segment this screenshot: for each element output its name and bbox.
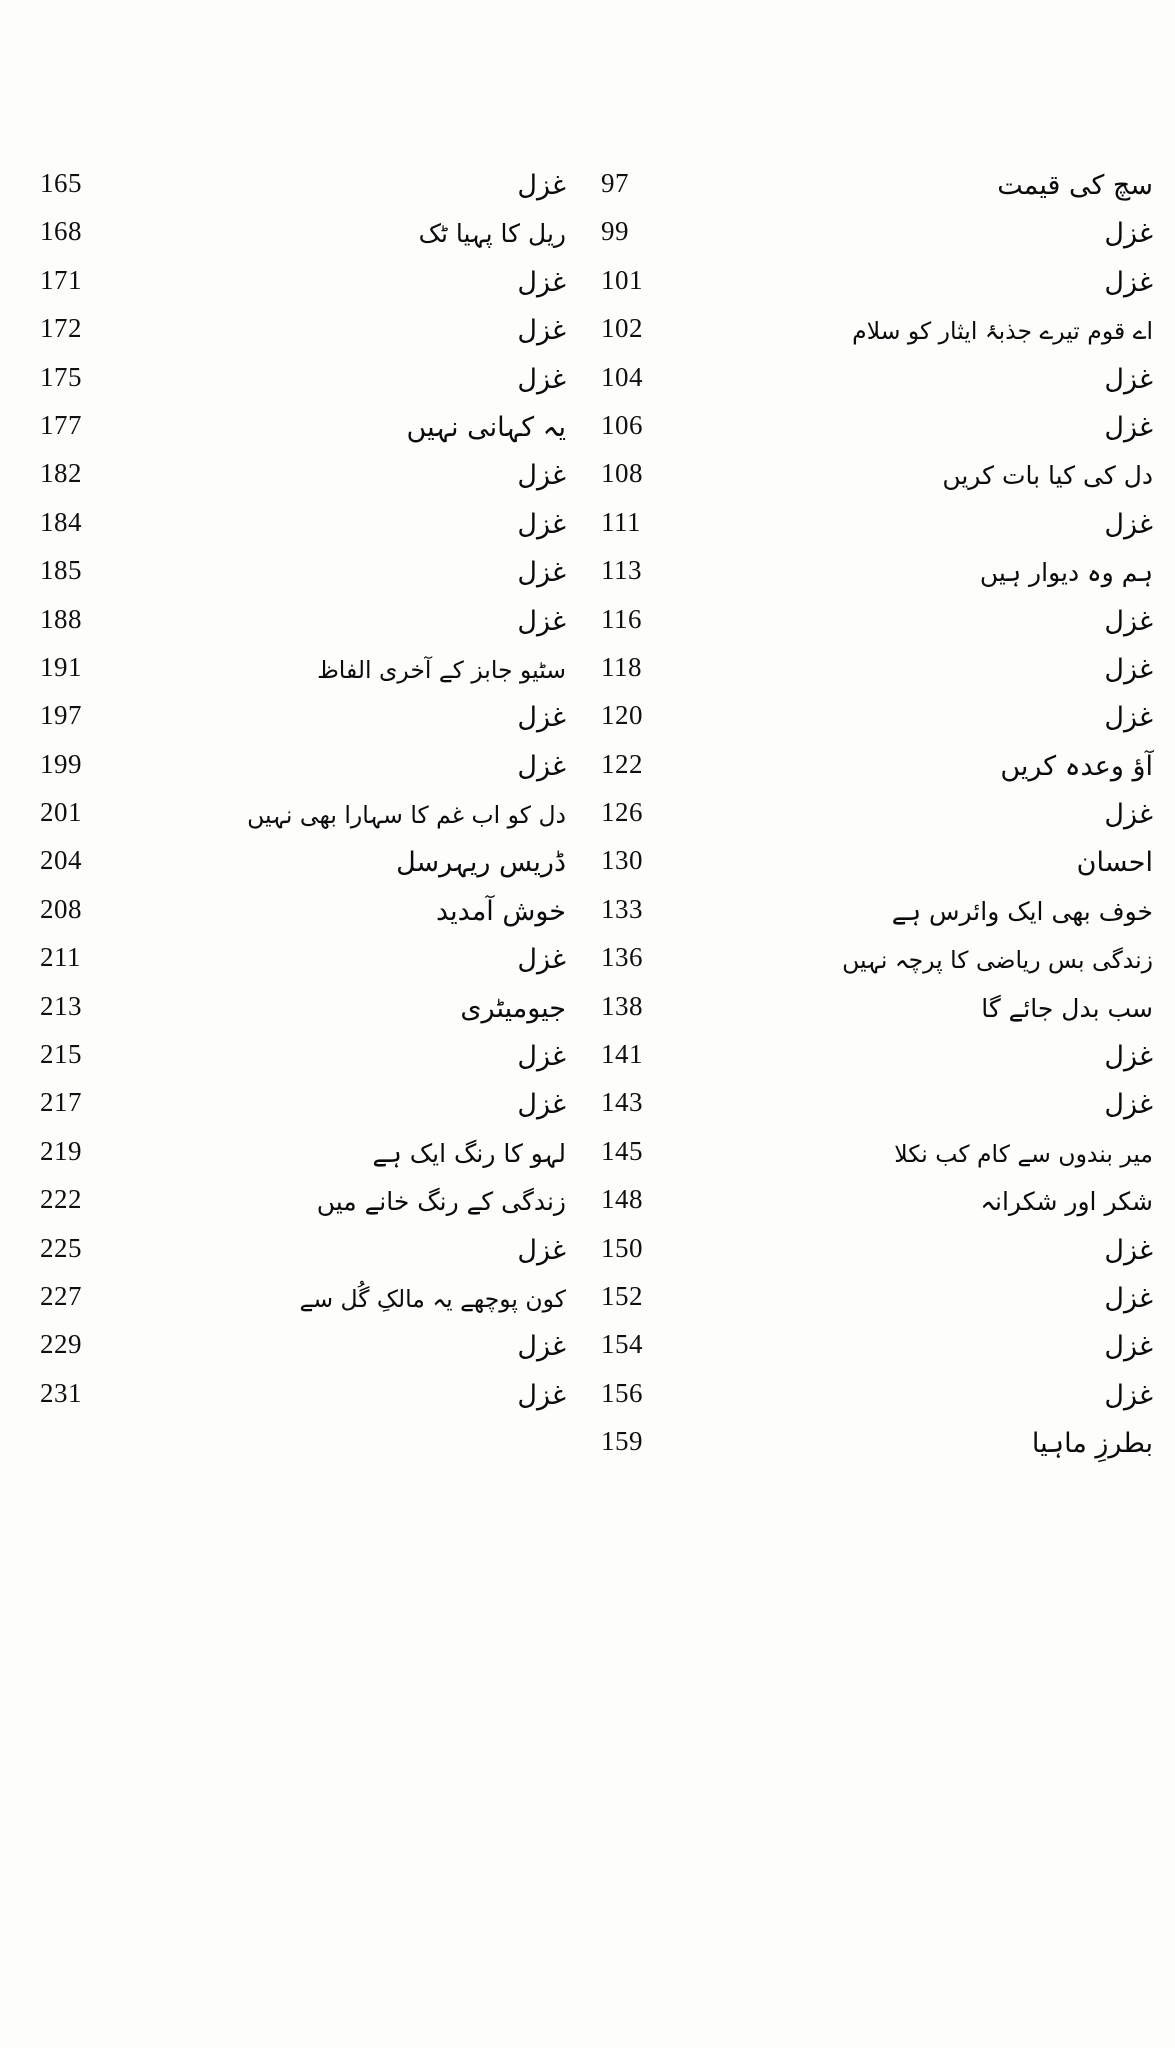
toc-page-number: 225 bbox=[40, 1232, 82, 1263]
toc-entry-title: لہو کا رنگ ایک ہے bbox=[372, 1138, 566, 1168]
toc-entry[interactable] bbox=[40, 168, 570, 216]
toc-entry-title: غزل bbox=[517, 1089, 566, 1121]
toc-entry[interactable] bbox=[601, 265, 1157, 313]
toc-entry[interactable] bbox=[40, 1233, 570, 1281]
toc-entry-title: یہ کہانی نہیں bbox=[406, 411, 566, 443]
toc-entry[interactable] bbox=[40, 942, 570, 990]
toc-page-number: 143 bbox=[601, 1087, 643, 1118]
toc-entry-title: غزل bbox=[517, 266, 566, 298]
toc-entry[interactable] bbox=[40, 845, 570, 893]
toc-entry[interactable] bbox=[601, 1281, 1157, 1329]
toc-entry[interactable] bbox=[601, 845, 1157, 893]
toc-page-number: 217 bbox=[40, 1087, 82, 1118]
toc-page-number: 156 bbox=[601, 1377, 643, 1408]
toc-page-number: 104 bbox=[601, 361, 643, 392]
toc-page-number: 116 bbox=[601, 603, 642, 634]
toc-page-number: 213 bbox=[40, 990, 82, 1021]
toc-entry[interactable] bbox=[601, 1184, 1157, 1232]
toc-page-number: 184 bbox=[40, 506, 82, 537]
toc-entry[interactable] bbox=[40, 555, 570, 603]
toc-entry[interactable] bbox=[601, 652, 1157, 700]
toc-page-number: 145 bbox=[601, 1135, 643, 1166]
toc-page-number: 208 bbox=[40, 893, 82, 924]
toc-page-number: 177 bbox=[40, 409, 82, 440]
toc-entry[interactable] bbox=[601, 507, 1157, 555]
toc-entry-title: ہم وہ دیوار ہیں bbox=[979, 558, 1153, 588]
toc-entry[interactable] bbox=[601, 1087, 1157, 1135]
toc-entry-title: غزل bbox=[517, 363, 566, 395]
toc-page-number: 106 bbox=[601, 409, 643, 440]
toc-page-number: 113 bbox=[601, 555, 642, 586]
toc-entry[interactable] bbox=[40, 604, 570, 652]
toc-entry[interactable] bbox=[40, 749, 570, 797]
toc-column-first bbox=[595, 168, 1175, 1475]
toc-page-number: 191 bbox=[40, 651, 82, 682]
toc-entry[interactable] bbox=[40, 410, 570, 458]
toc-entry[interactable] bbox=[40, 652, 570, 700]
toc-entry-title: دل کو اب غم کا سہارا بھی نہیں bbox=[247, 801, 566, 830]
toc-page-number: 165 bbox=[40, 168, 82, 198]
toc-entry[interactable] bbox=[601, 749, 1157, 797]
toc-entry-title: غزل bbox=[517, 170, 566, 201]
toc-page-number: 168 bbox=[40, 216, 82, 247]
toc-entry-title: اے قوم تیرے جذبۂ ایثار کو سلام bbox=[852, 317, 1153, 346]
toc-page-number: 229 bbox=[40, 1329, 82, 1360]
toc-entry-title: غزل bbox=[1104, 799, 1153, 831]
toc-entry[interactable] bbox=[40, 1087, 570, 1135]
toc-entry[interactable] bbox=[601, 894, 1157, 942]
toc-page-number: 201 bbox=[40, 797, 82, 828]
toc-entry[interactable] bbox=[40, 894, 570, 942]
toc-entry[interactable] bbox=[40, 797, 570, 845]
toc-entry[interactable] bbox=[601, 604, 1157, 652]
toc-entry-title: غزل bbox=[517, 315, 566, 347]
toc-page-number: 101 bbox=[601, 264, 643, 295]
toc-entry-title: زندگی بس ریاضی کا پرچہ نہیں bbox=[842, 946, 1153, 975]
toc-entry[interactable] bbox=[40, 991, 570, 1039]
toc-entry-title: غزل bbox=[1104, 702, 1153, 734]
toc-page-number: 222 bbox=[40, 1184, 82, 1215]
toc-entry-title: خوش آمدید bbox=[435, 895, 566, 927]
toc-entry[interactable] bbox=[601, 1233, 1157, 1281]
toc-entry[interactable] bbox=[601, 942, 1157, 990]
toc-entry[interactable] bbox=[40, 1136, 570, 1184]
toc-entry-title: غزل bbox=[517, 750, 566, 782]
toc-entry-title: سچ کی قیمت bbox=[997, 170, 1153, 201]
toc-page-number: 99 bbox=[601, 216, 629, 247]
toc-entry-title: غزل bbox=[1104, 1089, 1153, 1121]
toc-entry-title: غزل bbox=[517, 702, 566, 734]
toc-page-number: 122 bbox=[601, 748, 643, 779]
toc-columns bbox=[0, 168, 1175, 1475]
toc-entry[interactable] bbox=[601, 700, 1157, 748]
toc-entry[interactable] bbox=[40, 1329, 570, 1377]
toc-page-number: 188 bbox=[40, 603, 82, 634]
toc-entry[interactable] bbox=[40, 313, 570, 361]
toc-entry[interactable] bbox=[601, 410, 1157, 458]
toc-entry-title: غزل bbox=[517, 605, 566, 637]
toc-entry-title: خوف بھی ایک وائرس ہے bbox=[891, 896, 1153, 926]
toc-entry-title: غزل bbox=[1104, 653, 1153, 685]
toc-page-number: 120 bbox=[601, 700, 643, 731]
toc-page-number: 219 bbox=[40, 1135, 82, 1166]
toc-column-continuation bbox=[0, 168, 580, 1426]
toc-entry-title: میر بندوں سے کام کب نکلا bbox=[894, 1139, 1153, 1168]
toc-entry-title: غزل bbox=[1104, 1379, 1153, 1411]
toc-page-number: 141 bbox=[601, 1039, 643, 1070]
toc-entry-title: غزل bbox=[1104, 1282, 1153, 1314]
toc-entry[interactable] bbox=[601, 797, 1157, 845]
toc-entry[interactable] bbox=[40, 700, 570, 748]
toc-entry-title: غزل bbox=[517, 1234, 566, 1266]
toc-entry-title: غزل bbox=[1104, 1331, 1153, 1363]
toc-entry-title: آؤ وعدہ کریں bbox=[1000, 750, 1153, 782]
toc-entry-title: ڈریس ریہرسل bbox=[396, 847, 566, 879]
toc-page-number: 215 bbox=[40, 1039, 82, 1070]
toc-page-number: 211 bbox=[40, 942, 81, 973]
toc-entry-title: غزل bbox=[517, 557, 566, 589]
toc-page-number: 97 bbox=[601, 168, 629, 198]
toc-entry[interactable] bbox=[601, 1329, 1157, 1377]
toc-entry-title: غزل bbox=[1104, 266, 1153, 298]
toc-page-number: 118 bbox=[601, 651, 642, 682]
toc-page-number: 182 bbox=[40, 458, 82, 489]
toc-entry-title: غزل bbox=[517, 508, 566, 540]
toc-entry-title: غزل bbox=[517, 1041, 566, 1073]
toc-page-number: 171 bbox=[40, 264, 82, 295]
toc-entry[interactable] bbox=[601, 1378, 1157, 1426]
toc-entry-title: جیومیٹری bbox=[460, 992, 566, 1024]
toc-entry[interactable] bbox=[601, 991, 1157, 1039]
toc-entry[interactable] bbox=[40, 362, 570, 410]
toc-entry-title: بطرزِ ماہیا bbox=[1031, 1428, 1153, 1460]
toc-page-number: 126 bbox=[601, 797, 643, 828]
toc-entry[interactable] bbox=[601, 216, 1157, 264]
toc-entry-title: ریل کا پہیا ٹک bbox=[418, 219, 566, 249]
toc-entry[interactable] bbox=[601, 458, 1157, 506]
toc-entry-title: زندگی کے رنگ خانے میں bbox=[316, 1187, 566, 1217]
toc-entry-title: غزل bbox=[1104, 363, 1153, 395]
toc-page-number: 197 bbox=[40, 700, 82, 731]
toc-entry[interactable] bbox=[601, 1426, 1157, 1474]
toc-page-number: 172 bbox=[40, 313, 82, 344]
toc-entry-title: غزل bbox=[1104, 411, 1153, 443]
toc-page-number: 185 bbox=[40, 555, 82, 586]
toc-entry[interactable] bbox=[40, 458, 570, 506]
toc-page-number: 231 bbox=[40, 1377, 82, 1408]
toc-page-number: 227 bbox=[40, 1280, 82, 1311]
toc-entry-title: غزل bbox=[517, 460, 566, 492]
toc-page-number: 108 bbox=[601, 458, 643, 489]
toc-page-number: 138 bbox=[601, 990, 643, 1021]
toc-entry[interactable] bbox=[40, 507, 570, 555]
toc-entry[interactable] bbox=[40, 1281, 570, 1329]
toc-page-number: 150 bbox=[601, 1232, 643, 1263]
toc-entry-title: غزل bbox=[1104, 508, 1153, 540]
toc-page-number: 136 bbox=[601, 942, 643, 973]
toc-entry-title: کون پوچھے یہ مالکِ گُل سے bbox=[299, 1284, 566, 1313]
toc-entry[interactable] bbox=[601, 362, 1157, 410]
toc-entry-title: غزل bbox=[1104, 218, 1153, 250]
toc-entry[interactable] bbox=[601, 313, 1157, 361]
toc-entry-title: سب بدل جائے گا bbox=[981, 993, 1153, 1023]
toc-page-number: 111 bbox=[601, 506, 641, 537]
toc-page-number: 154 bbox=[601, 1329, 643, 1360]
toc-page-number: 133 bbox=[601, 893, 643, 924]
toc-entry[interactable] bbox=[40, 216, 570, 264]
toc-page-number: 102 bbox=[601, 313, 643, 344]
toc-entry[interactable] bbox=[40, 1184, 570, 1232]
toc-page-number: 148 bbox=[601, 1184, 643, 1215]
toc-entry[interactable] bbox=[601, 168, 1157, 216]
toc-entry-title: غزل bbox=[517, 1379, 566, 1411]
toc-entry-title: غزل bbox=[1104, 1041, 1153, 1073]
toc-entry[interactable] bbox=[601, 1039, 1157, 1087]
toc-page-number: 175 bbox=[40, 361, 82, 392]
toc-page-number: 130 bbox=[601, 845, 643, 876]
toc-entry[interactable] bbox=[40, 1378, 570, 1426]
toc-page-number: 152 bbox=[601, 1280, 643, 1311]
toc-entry-title: غزل bbox=[1104, 605, 1153, 637]
toc-entry-title: غزل bbox=[1104, 1234, 1153, 1266]
toc-entry-title: احسان bbox=[1076, 847, 1153, 879]
toc-page-number: 199 bbox=[40, 748, 82, 779]
toc-entry[interactable] bbox=[601, 555, 1157, 603]
toc-entry-title: غزل bbox=[517, 944, 566, 976]
toc-page-number: 159 bbox=[601, 1426, 643, 1457]
toc-entry-title: شکر اور شکرانہ bbox=[980, 1187, 1153, 1217]
toc-entry[interactable] bbox=[40, 1039, 570, 1087]
toc-page-number: 204 bbox=[40, 845, 82, 876]
toc-entry-title: سٹیو جابز کے آخری الفاظ bbox=[317, 655, 566, 684]
toc-entry-title: غزل bbox=[517, 1331, 566, 1363]
toc-entry[interactable] bbox=[40, 265, 570, 313]
toc-entry-title: دل کی کیا بات کریں bbox=[942, 461, 1153, 491]
toc-entry[interactable] bbox=[601, 1136, 1157, 1184]
